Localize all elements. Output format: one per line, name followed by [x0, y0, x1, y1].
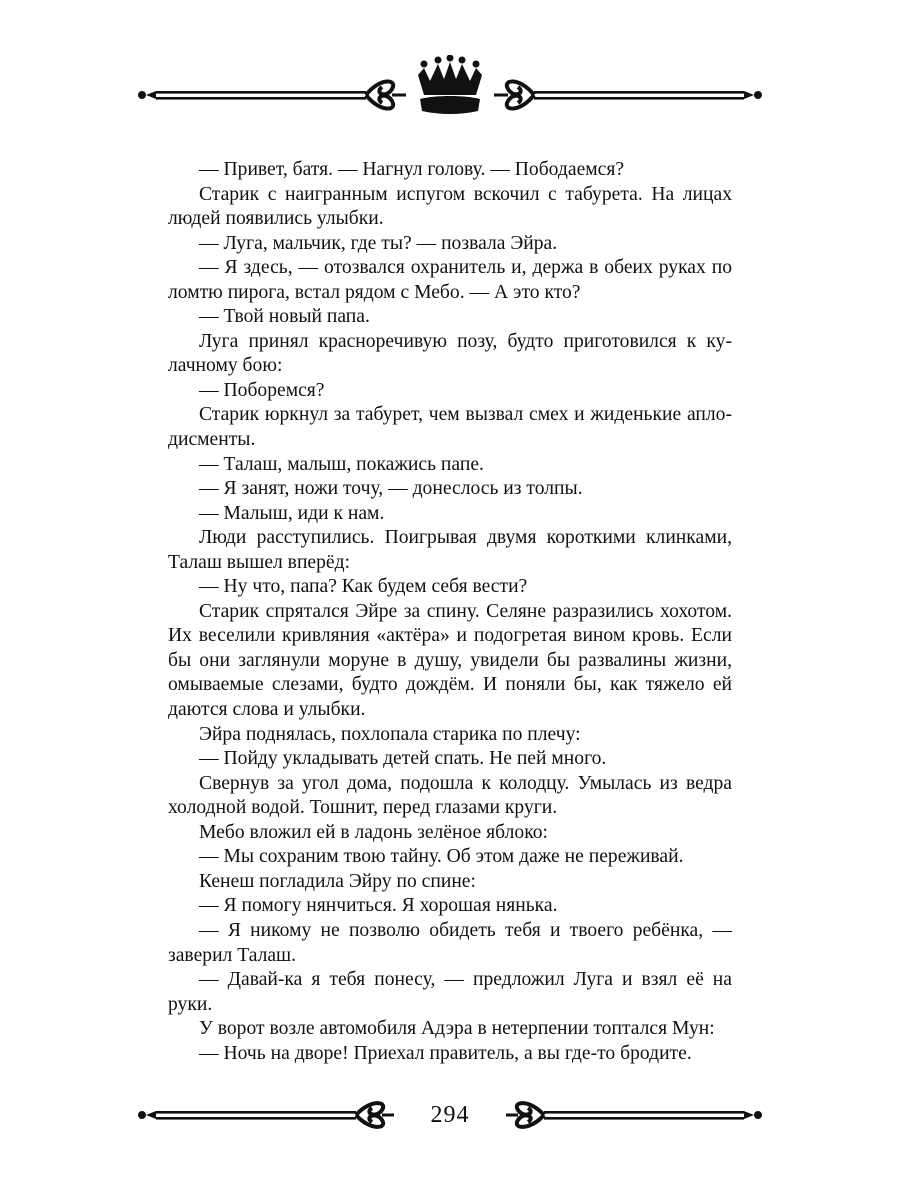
paragraph: — Малыш, иди к нам.: [199, 502, 385, 524]
paragraph: — Я никому не позволю обидеть тебя и твоего ребёнка, — заверил Талаш.: [168, 919, 732, 966]
paragraph: — Я помогу нянчиться. Я хорошая нянька.: [199, 895, 558, 917]
paragraph: Луга принял красноречивую позу, будто приготовился к кулачному бою:: [168, 330, 732, 377]
paragraph: У ворот возле автомобиля Адэра в нетерпении топтался Мун:: [199, 1018, 715, 1040]
paragraph: Старик с наигранным испугом вскочил с табурета. На лицах людей появились улыбки.: [168, 183, 732, 230]
footer-right-flourish-icon: [506, 1103, 762, 1127]
paragraph: — Пойду укладывать детей спать. Не пей много.: [199, 748, 607, 770]
paragraph: — Давай-ка я тебя понесу, — предложил Луга и взял её на руки.: [168, 969, 732, 1015]
right-flourish-icon: [494, 81, 762, 108]
paragraph: — Я занят, ножи точу, — донеслось из толпы.: [199, 478, 583, 500]
paragraph: — Талаш, малыш, покажись папе.: [199, 453, 484, 475]
left-flourish-icon: [138, 81, 406, 108]
paragraph: — Луга, мальчик, где ты? — позвала Эйра.: [199, 232, 558, 254]
paragraph: Свернув за угол дома, подошла к колодцу. Умылась из ведра холодной водой. Тошнит, перед глазами круги.: [168, 772, 732, 819]
paragraph: Старик спрятался Эйре за спину. Селяне разразились хохотом. Их веселили кривляния «актёра» и подогретая вином кровь. Если бы они заглянули моруне в душу, увидели бы развалины жизни, омываемые слезами, будто дождём. И поняли бы, как тяжело ей даются слова и улыбки.: [168, 600, 732, 721]
paragraph: Мебо вложил ей в ладонь зелёное яблоко:: [199, 821, 548, 843]
paragraph: — Ну что, папа? Как будем себя вести?: [199, 576, 528, 598]
paragraph: — Поборемся?: [199, 379, 325, 401]
paragraph: — Ночь на дворе! Приехал правитель, а вы где-то бродите.: [199, 1042, 692, 1064]
paragraph: Эйра поднялась, похлопала старика по плечу:: [199, 723, 581, 745]
body-text: [168, 158, 732, 1066]
crown-icon: [418, 55, 482, 114]
footer-left-flourish-icon: [138, 1103, 394, 1127]
paragraph: — Привет, батя. — Нагнул голову. — Пободаемся?: [199, 159, 625, 180]
paragraph: — Я здесь, — отозвался охранитель и, держа в обеих руках по ломтю пирога, встал рядом с Мебо. — А это кто?: [168, 257, 732, 303]
paragraph: — Твой новый папа.: [199, 306, 370, 328]
paragraph: Кенеш погладила Эйру по спине:: [199, 870, 476, 892]
paragraph: Люди расступились. Поигрывая двумя короткими клинками, Талаш вышел вперёд:: [168, 527, 732, 573]
paragraph: Старик юркнул за табурет, чем вызвал смех и жиденькие аплодисменты.: [168, 404, 732, 451]
header-crown-ornament: [130, 55, 770, 125]
page-number: 294: [430, 1102, 470, 1128]
paragraph: — Мы сохраним твою тайну. Об этом даже не переживай.: [199, 846, 684, 868]
